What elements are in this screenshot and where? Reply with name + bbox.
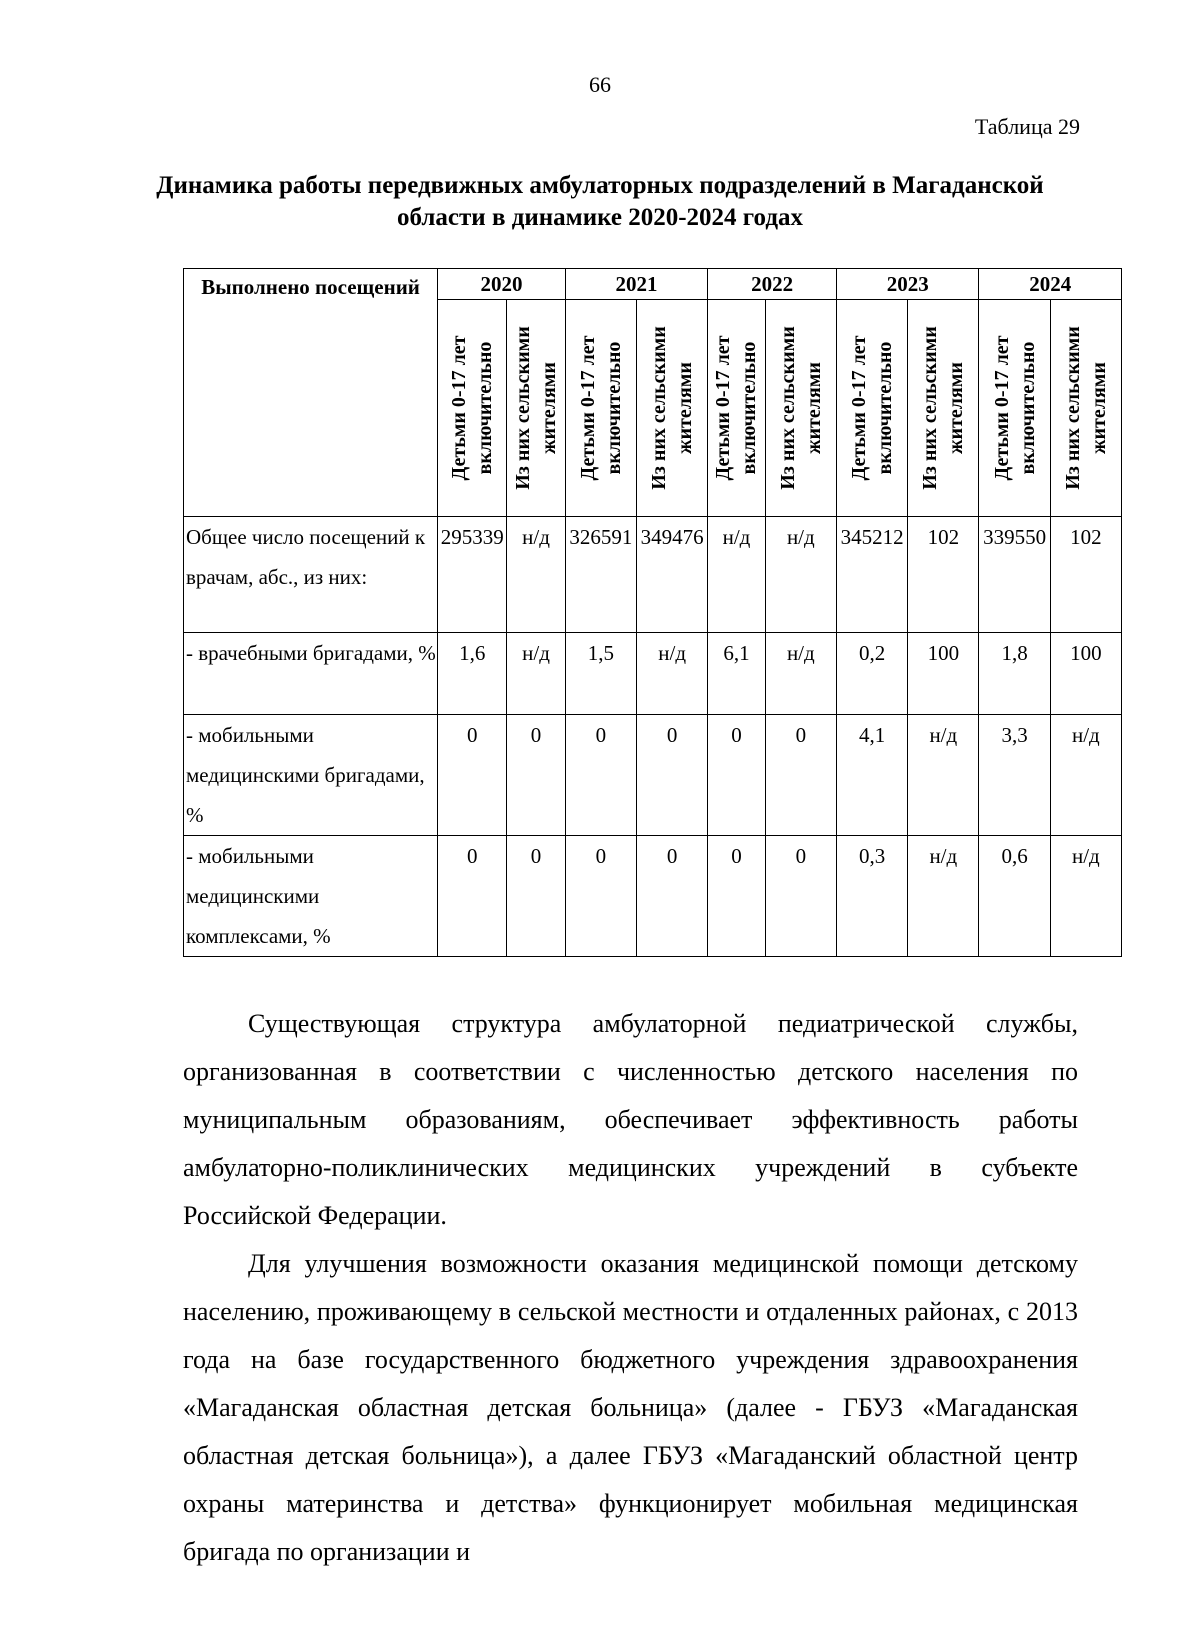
subcolumn-children: Детьми 0-17 лет включительно [990,335,1039,481]
year-header: 2024 [979,269,1122,300]
table-cell: 4,1 [836,715,907,836]
table-cell: 0 [637,715,708,836]
table-cell: н/д [1050,836,1121,957]
table-cell: 295339 [438,517,507,633]
table-cell: 0 [765,715,836,836]
table-cell: 0 [708,715,765,836]
subcolumn-header [637,300,708,517]
subcolumn-header [507,300,565,517]
table-cell: 339550 [979,517,1050,633]
subcolumn-rural: Из них сельскими жителями [919,326,968,490]
table-cell: н/д [507,517,565,633]
subcolumn-children: Детьми 0-17 лет включительно [848,335,897,481]
subcolumn-children: Детьми 0-17 лет включительно [576,335,625,481]
table-cell: н/д [637,633,708,715]
table-row [184,517,1122,633]
table-cell: 0,2 [836,633,907,715]
table-cell: 0 [438,836,507,957]
table-cell: 1,8 [979,633,1050,715]
data-table [183,268,1122,957]
year-header: 2023 [836,269,979,300]
subcolumn-rural: Из них сельскими жителями [776,326,825,490]
paragraph: Для улучшения возможности оказания медицинской помощи детскому населению, проживающему в сельской местности и отдаленных районах, с 2013 года на базе государственного бюджетного учреждения здравоохранения «Магаданская областная детская больница» (далее - ГБУЗ «Магаданская областная детская больница»), а далее ГБУЗ «Магаданский областной центр охраны материнства и детства» функционирует мобильная медицинская бригада по организации и [183,1249,1078,1566]
table-cell: 100 [1050,633,1121,715]
table-cell: 0 [565,836,636,957]
subcolumn-header [908,300,979,517]
header-label: Выполнено посещений [184,269,438,517]
table-label: Таблица 29 [974,114,1080,139]
row-label: Общее число посещений к врачам, абс., из них: [184,517,438,633]
year-header: 2020 [438,269,566,300]
table-cell: 0 [565,715,636,836]
table-cell: н/д [765,633,836,715]
table-cell: 0 [507,836,565,957]
table-cell: 345212 [836,517,907,633]
paragraph: Существующая структура амбулаторной педиатрической службы, организованная в соответствии с численностью детского населения по муниципальным образованиям, обеспечивает эффективность работы амбулаторно-поликлинических медицинских учреждений в субъекте Российской Федерации. [183,1009,1078,1230]
year-header: 2021 [565,269,708,300]
table-cell: 326591 [565,517,636,633]
table-cell: 0 [765,836,836,957]
table-cell: 0 [507,715,565,836]
year-header: 2022 [708,269,837,300]
subcolumn-header [708,300,765,517]
table-cell: 3,3 [979,715,1050,836]
subcolumn-header [836,300,907,517]
subcolumn-header [765,300,836,517]
table-cell: н/д [507,633,565,715]
subcolumn-header [979,300,1050,517]
table-cell: 6,1 [708,633,765,715]
table-cell: 102 [1050,517,1121,633]
subcolumn-header [1050,300,1121,517]
table-cell: 0,6 [979,836,1050,957]
subcolumn-header [438,300,507,517]
table-title: Динамика работы передвижных амбулаторных подразделений в Магаданской области в динамике 2020-2024 годах [156,172,1044,231]
row-label: - мобильными медицинскими бригадами, % [184,715,438,836]
table-cell: н/д [908,836,979,957]
subcolumn-rural: Из них сельскими жителями [512,326,561,490]
table-row [184,836,1122,957]
table-cell: н/д [1050,715,1121,836]
table-cell: н/д [908,715,979,836]
table-cell: 0,3 [836,836,907,957]
table-cell: 100 [908,633,979,715]
subcolumn-children: Детьми 0-17 лет включительно [448,335,497,481]
table-cell: 1,5 [565,633,636,715]
table-cell: 0 [708,836,765,957]
subcolumn-header [565,300,636,517]
table-row [184,633,1122,715]
header-row-years [184,269,1122,300]
row-label: - врачебными бригадами, % [184,633,438,715]
subcolumn-rural: Из них сельскими жителями [648,326,697,490]
table-row [184,715,1122,836]
table-cell: 0 [438,715,507,836]
row-label: - мобильными медицинскими комплексами, % [184,836,438,957]
table-cell: н/д [765,517,836,633]
subcolumn-rural: Из них сельскими жителями [1061,326,1110,490]
table-cell: 349476 [637,517,708,633]
table-cell: 102 [908,517,979,633]
table-cell: н/д [708,517,765,633]
table-cell: 1,6 [438,633,507,715]
table-cell: 0 [637,836,708,957]
page-number: 66 [589,72,611,97]
subcolumn-children: Детьми 0-17 лет включительно [712,335,761,481]
